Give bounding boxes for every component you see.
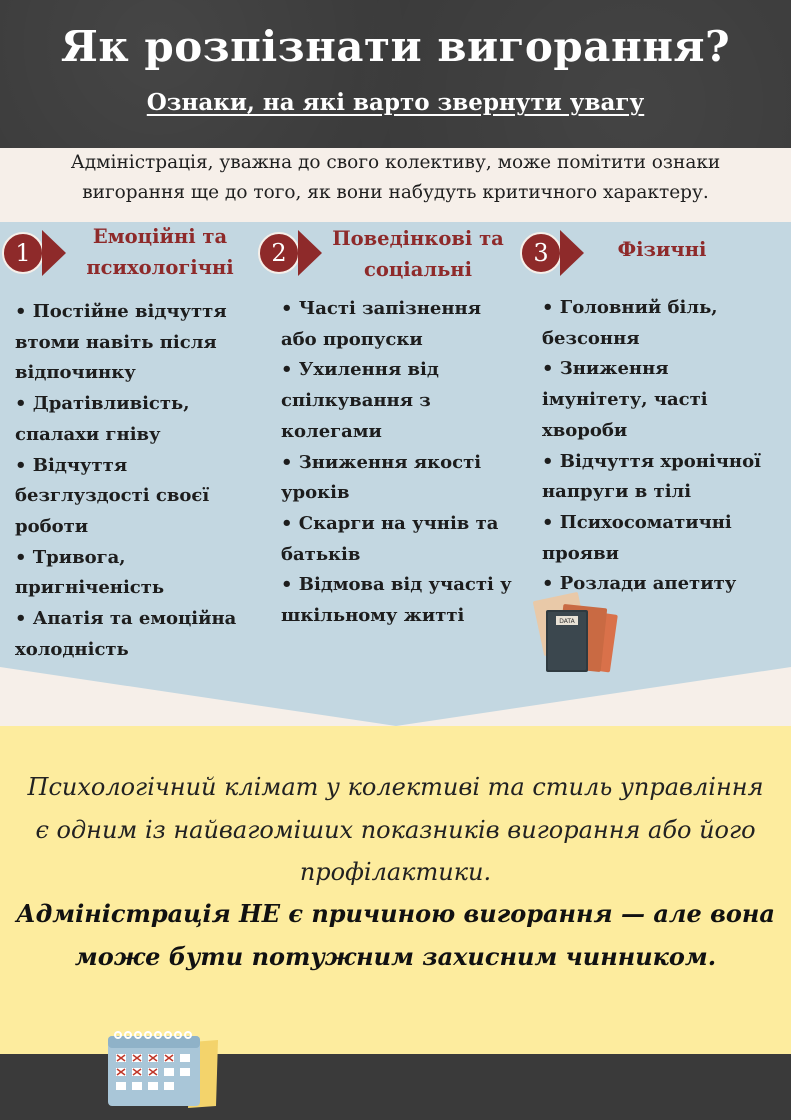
conclusion-text [0, 766, 791, 894]
list-item: втоми навіть після [15, 331, 217, 353]
conclusion-bold-line: може бути потужним захисним чинником. [74, 941, 717, 971]
list-item: • Часті запізнення [281, 298, 482, 319]
list-item: холодність [15, 638, 129, 660]
intro-text [10, 148, 781, 208]
list-item: прояви [542, 542, 619, 564]
signs-list-behavioral [281, 294, 531, 632]
list-item: • Відчуття [15, 454, 128, 476]
list-item: імунітету, часті [542, 389, 708, 411]
list-item: • Головний біль, [542, 297, 718, 318]
category-title-emotional [70, 221, 250, 283]
number-badge-1: 1 [2, 232, 44, 274]
category-title-line: психологічні [86, 256, 234, 279]
conclusion-line: є одним із найвагоміших показників вигорання або його [35, 815, 756, 844]
folder-label: DATA [559, 618, 575, 625]
list-item: спілкування з [281, 390, 431, 412]
conclusion-line: профілактики. [299, 858, 492, 886]
list-item: • Скарги на учнів та [281, 512, 499, 534]
page-title: Як розпізнати вигорання? [60, 22, 731, 71]
signs-list-physical [542, 293, 787, 600]
intro-line: вигорання ще до того, як вони набудуть критичного характеру. [82, 182, 709, 203]
list-item: роботи [15, 515, 89, 537]
category-title-line: соціальні [364, 258, 472, 281]
arrow-icon [42, 230, 66, 276]
intro-line: Адміністрація, уважна до свого колективу, може помітити ознаки [70, 152, 721, 173]
list-item: • Зниження якості [281, 451, 482, 473]
list-item: • Психосоматичні [542, 511, 732, 533]
list-item: батьків [281, 543, 361, 565]
conclusion-line: Психологічний клімат у колективі та стиль управління [27, 773, 764, 801]
list-item: пригніченість [15, 577, 165, 599]
books-icon [530, 592, 620, 678]
category-title-behavioral [318, 223, 518, 285]
books-illustration [530, 592, 620, 674]
list-item: шкільному житті [281, 605, 465, 627]
list-item: безглуздості своєї [15, 485, 210, 507]
list-item: • Тривога, [15, 546, 126, 568]
signs-list-emotional [15, 297, 265, 665]
category-title-line: Поведінкові та [332, 227, 504, 250]
category-title-physical [592, 234, 732, 265]
list-item: колегами [281, 420, 382, 442]
number-badge-2: 2 [258, 232, 300, 274]
list-item: • Апатія та емоційна [15, 608, 237, 630]
list-item: хвороби [542, 419, 628, 441]
list-item: • Розлади апетиту [542, 573, 737, 595]
list-item: • Відчуття хронічної [542, 450, 761, 472]
list-item: відпочинку [15, 362, 136, 384]
conclusion-bold-line: Адміністрація НЕ є причиною вигорання — але вона [16, 899, 775, 928]
list-item: • Зниження [542, 358, 669, 380]
calendar-icon [104, 1026, 222, 1114]
list-item: безсоння [542, 327, 640, 349]
list-item: напруги в тілі [542, 481, 692, 503]
list-item: спалахи гніву [15, 423, 161, 445]
arrow-icon [560, 230, 584, 276]
conclusion-emphasis [0, 893, 791, 978]
calendar-illustration [104, 1026, 222, 1110]
list-item: уроків [281, 482, 350, 504]
list-item: • Ухилення від [281, 359, 439, 381]
number-badge-3: 3 [520, 232, 562, 274]
list-item: або пропуски [281, 328, 423, 350]
list-item: • Відмова від участі у [281, 574, 512, 596]
page-subtitle: Ознаки, на які варто звернути увагу [146, 89, 645, 116]
list-item: • Постійне відчуття [15, 301, 227, 322]
list-item: • Дратівливість, [15, 393, 190, 415]
category-title-line: Фізичні [617, 238, 707, 261]
category-title-line: Емоційні та [92, 225, 228, 248]
